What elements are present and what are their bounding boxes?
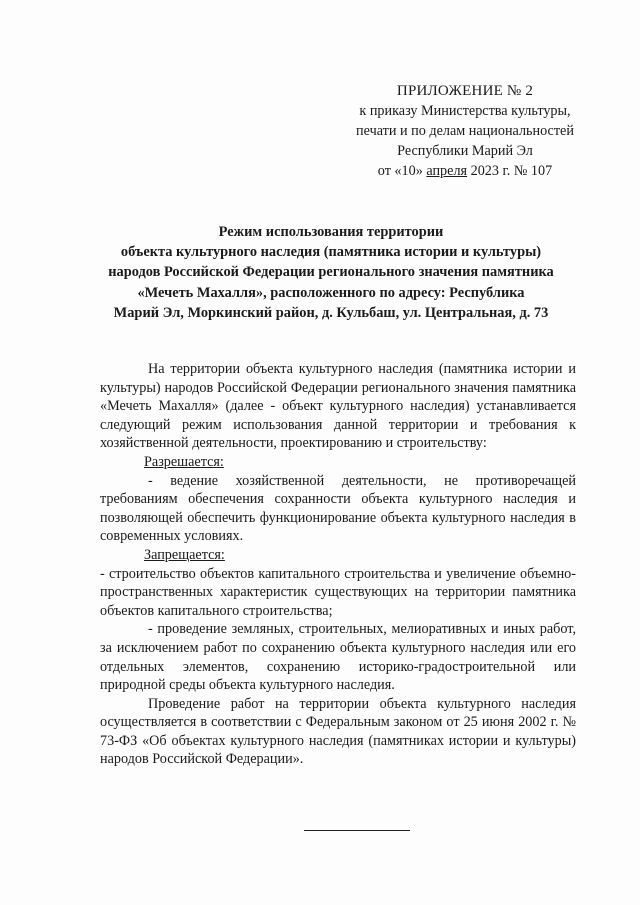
title-line-4: «Мечеть Махалля», расположенного по адресу: Республика xyxy=(137,284,525,301)
forbidden-item-1: - строительство объектов капитального строительства и увеличение объемно-пространственных характеристик существующих на территории памятника объектов капитального строительства; xyxy=(100,565,576,619)
forbidden-heading: Запрещается: xyxy=(144,546,225,563)
forbidden-item-2: - проведение земляных, строительных, мелиоративных и иных работ, за исключением работ по сохранению объекта культурного наследия или его отдельных элементов, сохранению историко-градостроительной или природной среды объекта культурного наследия. xyxy=(100,621,576,694)
appendix-line-1: к приказу Министерства культуры, xyxy=(359,103,571,119)
title-line-1: Режим использования территории xyxy=(218,224,444,240)
appendix-date-month: апреля xyxy=(426,163,468,179)
appendix-date-prefix: от «10» xyxy=(377,163,427,179)
end-divider-line xyxy=(304,830,410,831)
appendix-line-2: печати и по делам национальностей xyxy=(356,123,574,139)
intro-paragraph: На территории объекта культурного наследия (памятника истории и культуры) народов Российской Федерации регионального значения памятника «Мечеть Махалля» (далее - объект культурного наследия) устанавливается следующий режим использования данной территории и требования к хозяйственной деятельности, проектированию и строительству: xyxy=(100,361,576,452)
appendix-header xyxy=(330,81,600,181)
title-line-5: Марий Эл, Моркинский район, д. Кульбаш, ул. Центральная, д. 73 xyxy=(113,304,549,321)
title-line-2: объекта культурного наследия (памятника истории и культуры) xyxy=(120,244,542,261)
appendix-date xyxy=(330,161,600,181)
closing-paragraph: Проведение работ на территории объекта культурного наследия осуществляется в соответствии с Федеральным законом от 25 июня 2002 г. № 73-ФЗ «Об объектах культурного наследия (памятниках истории и культуры) народов Российской Федерации». xyxy=(100,695,576,768)
appendix-title: ПРИЛОЖЕНИЕ № 2 xyxy=(396,83,534,99)
allowed-item-1: - ведение хозяйственной деятельности, не противоречащей требованиям обеспечения сохранности объекта культурного наследия и позволяющей обеспечить функционирование объекта культурного наследия в современных условиях. xyxy=(100,472,576,545)
document-body xyxy=(100,360,576,769)
document-title xyxy=(96,222,566,323)
appendix-line-3: Республики Марий Эл xyxy=(397,143,533,159)
appendix-date-suffix: 2023 г. № 107 xyxy=(467,163,553,179)
allowed-heading: Разрешается: xyxy=(144,453,224,470)
title-line-3: народов Российской Федерации регионального значения памятника xyxy=(108,264,554,281)
